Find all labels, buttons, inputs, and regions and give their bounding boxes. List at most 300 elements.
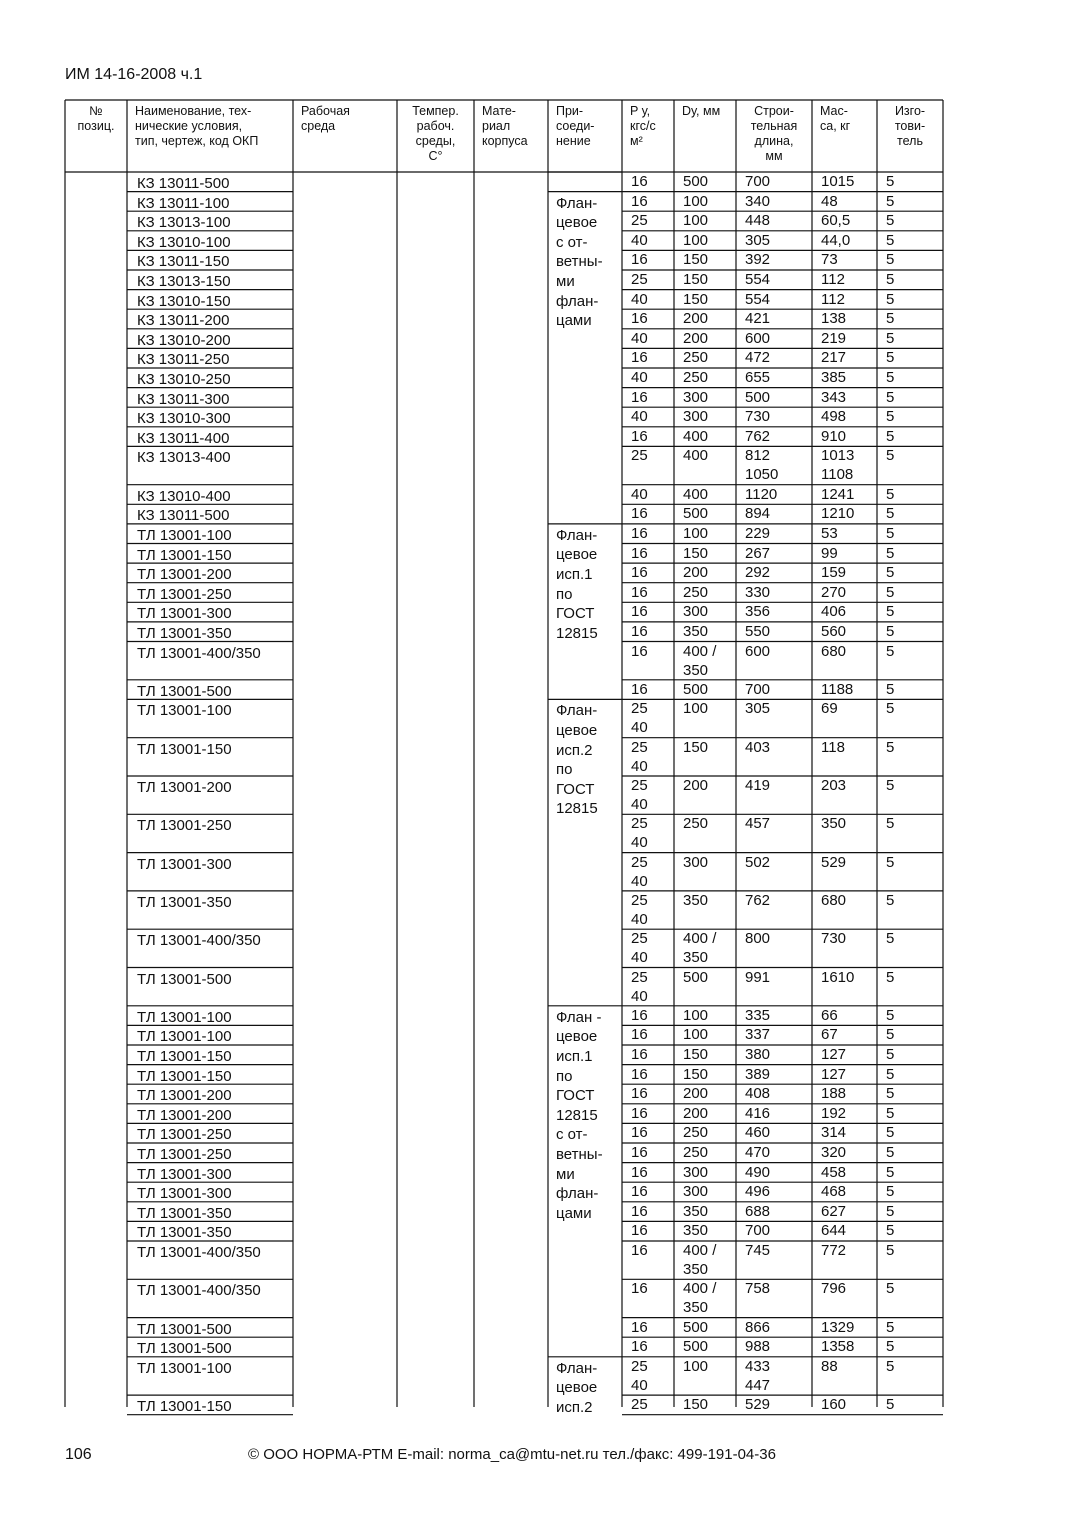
manufacturer-cell: 5 [886,1357,895,1375]
pressure-cell: 40 [631,329,648,347]
length-cell: 600 [745,329,771,347]
document-header: ИМ 14-16-2008 ч.1 [65,66,203,83]
manufacturer-cell: 5 [886,1163,895,1181]
diameter-cell: 200 [683,564,709,582]
header-cell: Dу, мм [682,104,721,118]
pressure-cell: 16 [631,1338,648,1356]
mass-cell: 644 [821,1222,847,1240]
length-cell: 457 [745,815,771,833]
diameter-cell: 200 [683,310,709,328]
diameter-cell: 300 [683,408,709,426]
diameter-cell: 350 [683,1202,709,1220]
length-cell: 894 [745,505,771,523]
mass-cell: 67 [821,1026,838,1044]
header-cell: P у, кгс/с м² [630,104,656,148]
name-cell: КЗ 13010-400 [137,487,231,505]
header-cell: Мате- риал корпуса [482,104,528,148]
name-cell: КЗ 13010-250 [137,371,231,388]
diameter-cell: 150 [683,1046,709,1063]
manufacturer-cell: 5 [886,505,895,523]
name-cell: КЗ 13011-500 [137,507,230,525]
manufacturer-cell: 5 [886,680,895,698]
mass-cell: 910 [821,427,847,445]
name-cell: ТЛ 13001-350 [137,624,232,642]
diameter-cell: 500 [683,173,709,190]
pressure-cell: 16 [631,603,648,621]
name-cell: ТЛ 13001-250 [137,585,232,603]
name-cell: КЗ 13013-400 [137,449,231,467]
name-cell: ТЛ 13001-200 [137,779,232,796]
name-cell: ТЛ 13001-250 [137,1126,232,1144]
length-cell: 550 [745,622,771,640]
name-cell: ТЛ 13001-150 [137,1067,232,1085]
diameter-cell: 250 [683,349,709,367]
manufacturer-cell: 5 [886,738,895,756]
pressure-cell: 16 [631,564,648,582]
header-cell: При- соеди- нение [556,104,595,148]
mass-cell: 1610 [821,968,855,986]
name-cell: ТЛ 13001-300 [137,855,232,873]
pressure-cell: 16 [631,310,648,328]
name-cell: ТЛ 13001-100 [137,1008,232,1026]
mass-cell: 48 [821,192,838,210]
pressure-cell: 16 [631,427,648,445]
mass-cell: 1013 1108 [821,447,855,484]
mass-cell: 458 [821,1163,847,1181]
name-cell: ТЛ 13001-200 [137,566,232,584]
manufacturer-cell: 5 [886,891,895,909]
pressure-cell: 16 [631,680,648,698]
diameter-cell: 400 / 350 [683,1242,717,1278]
length-cell: 991 [745,968,771,986]
diameter-cell: 100 [683,700,709,718]
pressure-cell: 16 [631,1202,648,1220]
mass-cell: 320 [821,1144,847,1161]
mass-cell: 406 [821,603,847,621]
mass-cell: 112 [821,271,845,288]
diameter-cell: 300 [683,603,709,621]
mass-cell: 1188 [821,680,854,698]
name-cell: КЗ 13013-100 [137,214,231,232]
manufacturer-cell: 5 [886,329,895,347]
name-cell: КЗ 13010-300 [137,410,231,428]
name-cell: ТЛ 13001-500 [137,1340,232,1358]
mass-cell: 627 [821,1202,847,1220]
length-cell: 335 [745,1006,771,1024]
name-cell: ТЛ 13001-250 [137,1146,232,1163]
diameter-cell: 500 [683,1318,709,1336]
pressure-cell: 16 [631,1318,648,1336]
mass-cell: 53 [821,524,838,542]
manufacturer-cell: 5 [886,700,895,718]
pressure-cell: 16 [631,544,648,562]
manufacturer-cell: 5 [886,173,895,190]
pressure-cell: 16 [631,173,648,190]
length-cell: 408 [745,1085,771,1103]
name-cell: ТЛ 13001-500 [137,682,232,700]
manufacturer-cell: 5 [886,310,895,328]
diameter-cell: 250 [683,815,709,833]
length-cell: 502 [745,853,771,871]
mass-cell: 1329 [821,1318,855,1336]
manufacturer-cell: 5 [886,1280,895,1298]
name-cell: ТЛ 13001-500 [137,1320,232,1338]
name-cell: КЗ 13011-100 [137,194,230,212]
mass-cell: 112 [821,290,845,308]
manufacturer-cell: 5 [886,408,895,426]
manufacturer-cell: 5 [886,369,895,386]
manufacturer-cell: 5 [886,447,895,465]
length-cell: 745 [745,1242,771,1259]
name-cell: ТЛ 13001-200 [137,1087,232,1105]
header-cell: Наименование, тех- нические условия, тип, чертеж, код ОКП [135,104,259,148]
length-cell: 554 [745,271,771,288]
diameter-cell: 100 [683,231,709,249]
pressure-cell: 40 [631,485,648,503]
mass-cell: 1358 [821,1338,855,1356]
pressure-cell: 16 [631,505,648,523]
name-cell: КЗ 13010-200 [137,331,231,349]
pressure-cell: 40 [631,231,648,249]
pressure-cell: 16 [631,388,648,406]
name-cell: КЗ 13011-150 [137,253,230,271]
manufacturer-cell: 5 [886,1318,895,1336]
pressure-cell: 16 [631,349,648,367]
manufacturer-cell: 5 [886,1065,895,1083]
mass-cell: 680 [821,642,847,660]
mass-cell: 730 [821,930,847,948]
length-cell: 292 [745,564,771,582]
diameter-cell: 100 [683,1006,709,1024]
pressure-cell: 40 [631,369,648,386]
manufacturer-cell: 5 [886,1222,895,1240]
diameter-cell: 150 [683,290,709,308]
name-cell: ТЛ 13001-300 [137,1165,232,1183]
mass-cell: 217 [821,349,847,367]
pressure-cell: 16 [631,1280,648,1298]
manufacturer-cell: 5 [886,1104,895,1122]
name-cell: ТЛ 13001-500 [137,970,232,988]
name-cell: ТЛ 13001-400/350 [137,932,261,950]
manufacturer-cell: 5 [886,524,895,542]
mass-cell: 1241 [821,485,855,503]
diameter-cell: 150 [683,1065,709,1083]
length-cell: 421 [745,310,771,328]
pressure-cell: 25 40 [631,777,648,813]
pressure-cell: 25 [631,212,648,230]
diameter-cell: 200 [683,1104,709,1122]
length-cell: 340 [745,192,771,210]
name-cell: ТЛ 13001-150 [137,546,232,564]
length-cell: 356 [745,603,771,621]
header-cell: Строи- тельная длина, мм [750,104,798,163]
name-cell: ТЛ 13001-100 [137,1359,232,1377]
pressure-cell: 25 40 [631,815,648,852]
diameter-cell: 400 / 350 [683,1280,717,1317]
length-cell: 229 [745,524,771,542]
name-cell: ТЛ 13001-300 [137,605,232,623]
mass-cell: 498 [821,408,847,426]
mass-cell: 385 [821,369,847,386]
mass-cell: 468 [821,1183,847,1201]
name-cell: ТЛ 13001-100 [137,526,232,544]
diameter-cell: 400 [683,447,709,465]
manufacturer-cell: 5 [886,1085,895,1103]
manufacturer-cell: 5 [886,1183,895,1201]
diameter-cell: 400 [683,485,709,503]
length-cell: 700 [745,680,771,698]
diameter-cell: 400 / 350 [683,930,717,967]
pressure-cell: 16 [631,1242,648,1259]
diameter-cell: 100 [683,192,709,210]
manufacturer-cell: 5 [886,212,895,230]
diameter-cell: 500 [683,680,709,698]
length-cell: 392 [745,251,771,269]
length-cell: 460 [745,1124,771,1142]
pressure-cell: 25 40 [631,1357,648,1394]
mass-cell: 88 [821,1357,838,1375]
diameter-cell: 100 [683,212,709,230]
manufacturer-cell: 5 [886,564,895,582]
pressure-cell: 16 [631,622,648,640]
manufacturer-cell: 5 [886,583,895,601]
length-cell: 758 [745,1280,771,1298]
length-cell: 448 [745,212,771,230]
pressure-cell: 25 40 [631,968,648,1005]
pressure-cell: 16 [631,1183,648,1201]
mass-cell: 680 [821,891,847,909]
diameter-cell: 200 [683,329,709,347]
manufacturer-cell: 5 [886,349,895,367]
pressure-cell: 16 [631,1065,648,1083]
pressure-cell: 25 40 [631,700,648,737]
manufacturer-cell: 5 [886,622,895,640]
length-cell: 700 [745,173,771,190]
length-cell: 554 [745,290,771,308]
name-cell: ТЛ 13001-400/350 [137,1244,261,1261]
manufacturer-cell: 5 [886,544,895,562]
diameter-cell: 250 [683,1144,709,1161]
mass-cell: 160 [821,1396,847,1414]
mass-cell: 66 [821,1006,838,1024]
manufacturer-cell: 5 [886,642,895,660]
diameter-cell: 400 / 350 [683,642,717,679]
diameter-cell: 500 [683,968,709,986]
manufacturer-cell: 5 [886,777,895,794]
manufacturer-cell: 5 [886,1026,895,1044]
length-cell: 490 [745,1163,771,1181]
pressure-cell: 16 [631,642,648,660]
diameter-cell: 500 [683,1338,709,1356]
connection-type: Флан - цевое исп.1 по ГОСТ 12815 с от- ветны- ми флан- цами [556,1008,603,1222]
mass-cell: 138 [821,310,847,328]
pressure-cell: 25 [631,271,648,288]
diameter-cell: 250 [683,1124,709,1142]
name-cell: КЗ 13013-150 [137,273,231,290]
length-cell: 305 [745,231,771,249]
diameter-cell: 300 [683,853,709,871]
diameter-cell: 200 [683,1085,709,1103]
mass-cell: 60,5 [821,212,851,230]
mass-cell: 343 [821,388,847,406]
length-cell: 812 1050 [745,447,779,484]
mass-cell: 188 [821,1085,847,1103]
mass-cell: 270 [821,583,847,601]
pressure-cell: 25 40 [631,930,648,967]
length-cell: 403 [745,738,771,756]
length-cell: 496 [745,1183,771,1201]
pressure-cell: 16 [631,1144,648,1161]
header-cell: Изго- тови- тель [894,104,926,148]
connection-type: Флан- цевое исп.2 по ГОСТ 12815 [556,702,598,818]
manufacturer-cell: 5 [886,1396,895,1414]
manufacturer-cell: 5 [886,968,895,986]
name-cell: КЗ 13011-300 [137,390,230,408]
diameter-cell: 150 [683,544,709,562]
manufacturer-cell: 5 [886,251,895,269]
mass-cell: 1210 [821,505,855,523]
length-cell: 330 [745,583,771,601]
length-cell: 472 [745,349,771,367]
diameter-cell: 350 [683,622,709,640]
valve-table [65,100,943,1416]
pressure-cell: 16 [631,1026,648,1044]
manufacturer-cell: 5 [886,603,895,621]
mass-cell: 350 [821,815,847,833]
length-cell: 688 [745,1202,771,1220]
length-cell: 1120 [745,485,778,503]
name-cell: ТЛ 13001-400/350 [137,644,261,662]
length-cell: 380 [745,1046,771,1063]
pressure-cell: 40 [631,408,648,426]
name-cell: ТЛ 13001-350 [137,893,232,911]
length-cell: 762 [745,427,771,445]
name-cell: КЗ 13011-500 [137,175,230,192]
name-cell: ТЛ 13001-200 [137,1106,232,1124]
length-cell: 655 [745,369,771,386]
pressure-cell: 16 [631,583,648,601]
manufacturer-cell: 5 [886,231,895,249]
manufacturer-cell: 5 [886,485,895,503]
length-cell: 800 [745,930,771,948]
header-cell: Мас- са, кг [820,104,851,133]
pressure-cell: 16 [631,1104,648,1122]
name-cell: ТЛ 13001-350 [137,1224,232,1242]
name-cell: ТЛ 13001-400/350 [137,1282,261,1300]
mass-cell: 219 [821,329,847,347]
mass-cell: 73 [821,251,838,269]
pressure-cell: 25 40 [631,853,648,890]
length-cell: 866 [745,1318,771,1336]
manufacturer-cell: 5 [886,388,895,406]
mass-cell: 118 [821,738,845,756]
name-cell: КЗ 13010-150 [137,292,231,310]
connection-type: Флан- цевое исп.2 [556,1359,598,1416]
header-cell: № позиц. [77,104,115,133]
manufacturer-cell: 5 [886,1338,895,1356]
mass-cell: 127 [821,1065,847,1083]
diameter-cell: 500 [683,505,709,523]
page-number: 106 [65,1446,92,1463]
pressure-cell: 16 [631,1222,648,1240]
length-cell: 600 [745,642,771,660]
diameter-cell: 100 [683,1026,709,1044]
mass-cell: 159 [821,564,847,582]
connection-type: Флан- цевое с от- ветны- ми флан- цами [556,194,603,330]
mass-cell: 1015 [821,173,855,190]
name-cell: КЗ 13011-200 [137,312,230,330]
pressure-cell: 25 40 [631,891,648,928]
length-cell: 988 [745,1338,771,1356]
pressure-cell: 16 [631,1124,648,1142]
length-cell: 433 447 [745,1357,771,1394]
manufacturer-cell: 5 [886,271,895,288]
manufacturer-cell: 5 [886,1046,895,1063]
mass-cell: 529 [821,853,847,871]
name-cell: ТЛ 13001-250 [137,817,232,835]
length-cell: 305 [745,700,771,718]
manufacturer-cell: 5 [886,427,895,445]
mass-cell: 127 [821,1046,847,1063]
manufacturer-cell: 5 [886,290,895,308]
mass-cell: 772 [821,1242,847,1259]
diameter-cell: 300 [683,1163,709,1181]
diameter-cell: 150 [683,251,709,269]
name-cell: ТЛ 13001-150 [137,1048,232,1065]
manufacturer-cell: 5 [886,1124,895,1142]
length-cell: 416 [745,1104,771,1122]
length-cell: 700 [745,1222,771,1240]
name-cell: ТЛ 13001-150 [137,740,232,758]
name-cell: КЗ 13011-250 [137,351,230,369]
pressure-cell: 16 [631,1085,648,1103]
diameter-cell: 150 [683,738,709,756]
header-cell: Темпер. рабоч. среды, C° [412,104,459,163]
mass-cell: 192 [821,1104,847,1122]
name-cell: ТЛ 13001-150 [137,1398,232,1416]
length-cell: 419 [745,777,771,794]
header-cell: Рабочая среда [301,104,350,133]
diameter-cell: 350 [683,891,709,909]
manufacturer-cell: 5 [886,1144,895,1161]
pressure-cell: 16 [631,1163,648,1181]
name-cell: КЗ 13010-100 [137,233,231,251]
length-cell: 337 [745,1026,771,1044]
manufacturer-cell: 5 [886,1202,895,1220]
name-cell: ТЛ 13001-100 [137,1028,232,1046]
mass-cell: 99 [821,544,838,562]
manufacturer-cell: 5 [886,930,895,948]
mass-cell: 44,0 [821,231,851,249]
diameter-cell: 200 [683,777,709,794]
diameter-cell: 100 [683,524,709,542]
mass-cell: 314 [821,1124,847,1142]
pressure-cell: 16 [631,1046,648,1063]
connection-type: Флан- цевое исп.1 по ГОСТ 12815 [556,526,598,642]
diameter-cell: 300 [683,1183,709,1201]
name-cell: КЗ 13011-400 [137,429,230,447]
diameter-cell: 150 [683,271,709,288]
pressure-cell: 16 [631,251,648,269]
diameter-cell: 300 [683,388,709,406]
length-cell: 529 [745,1396,771,1414]
diameter-cell: 100 [683,1357,709,1375]
mass-cell: 560 [821,622,847,640]
manufacturer-cell: 5 [886,815,895,833]
length-cell: 762 [745,891,771,909]
length-cell: 500 [745,388,771,406]
mass-cell: 796 [821,1280,847,1298]
